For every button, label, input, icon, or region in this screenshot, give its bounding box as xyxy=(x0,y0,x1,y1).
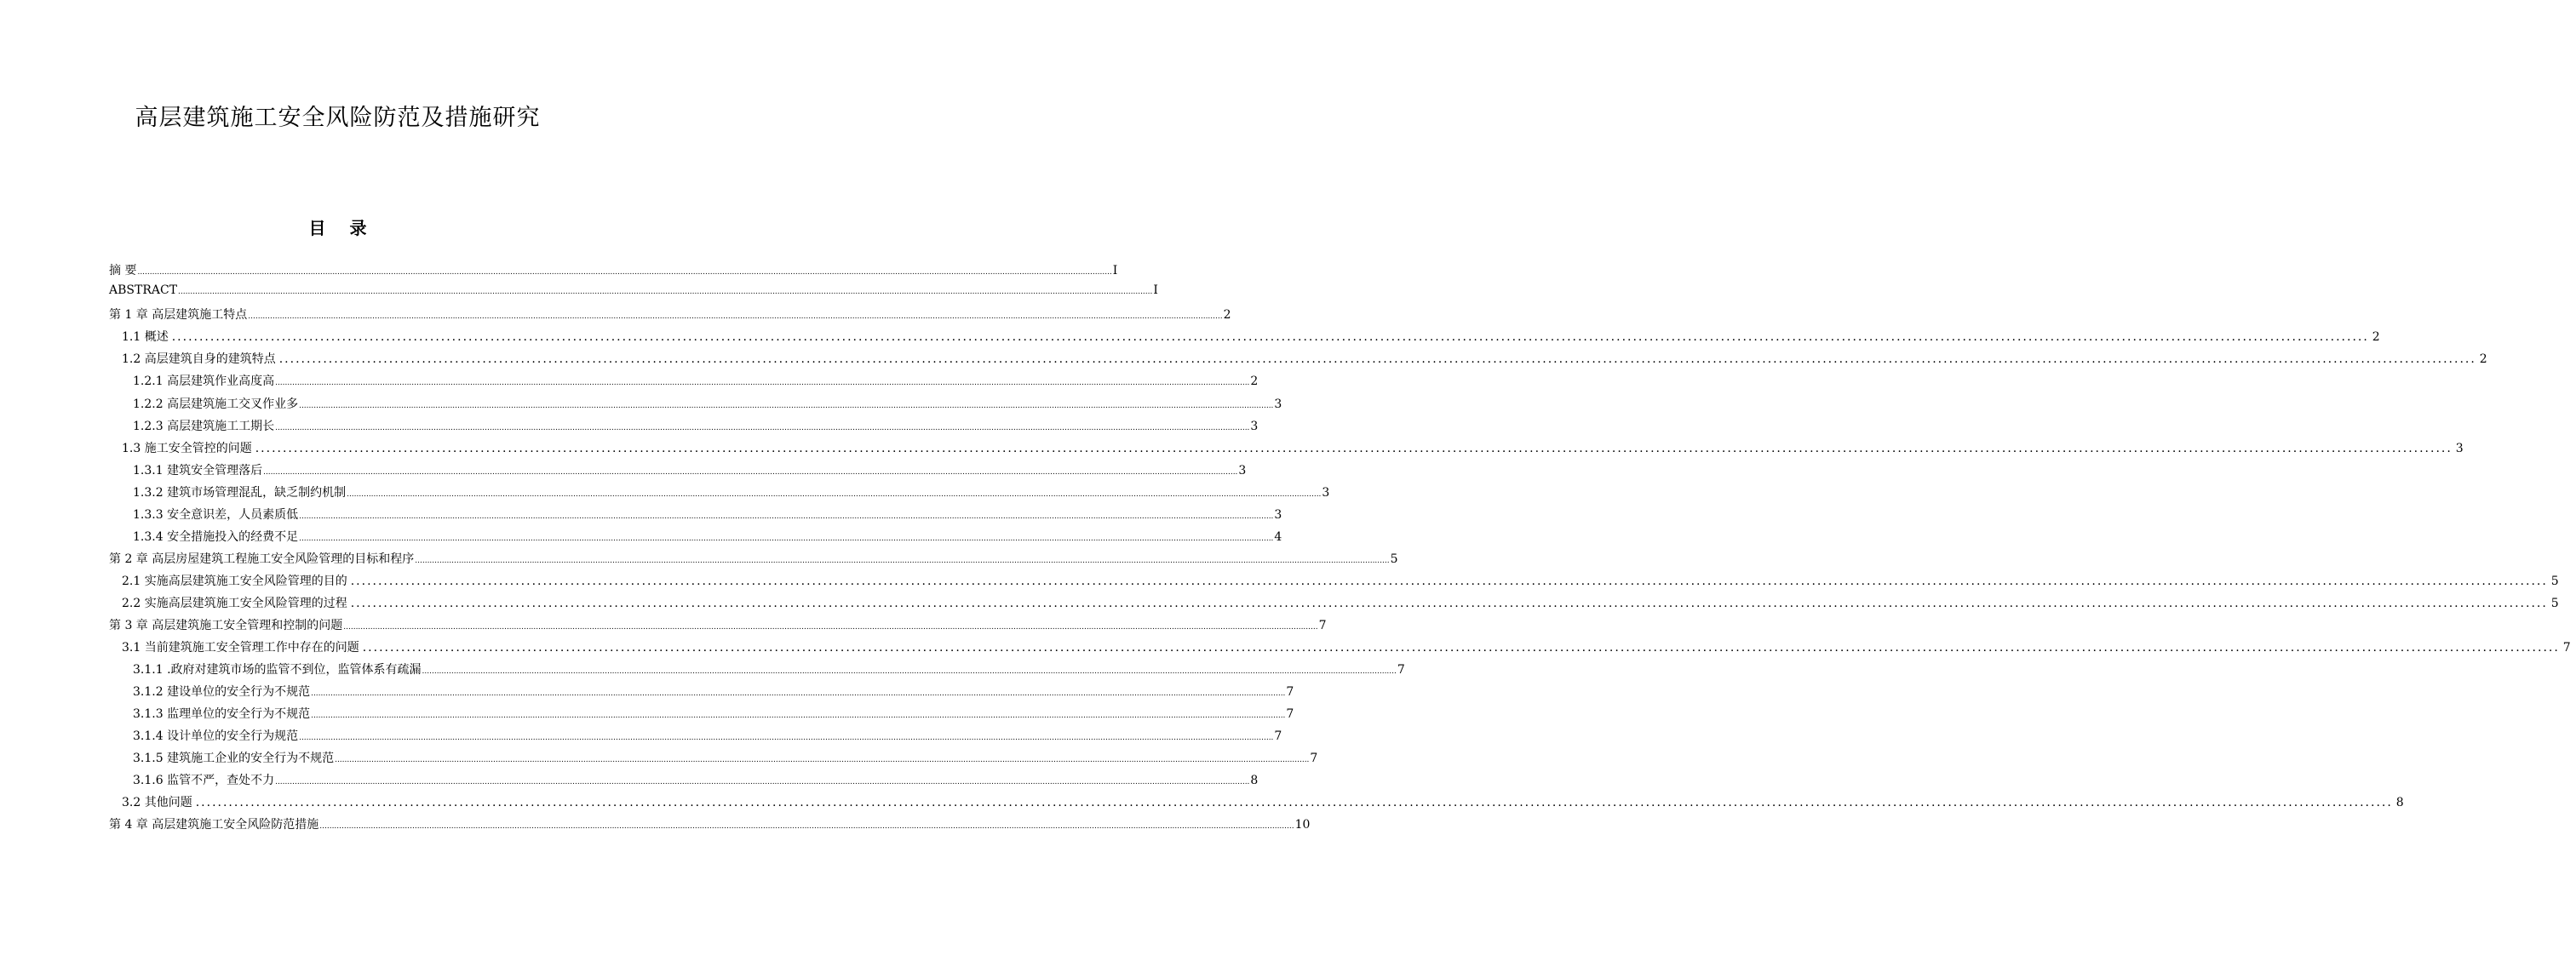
toc-leader-dots: ................................................................................................................................................................................................................................................................................................................................................................................................................ xyxy=(319,822,1294,831)
toc-entry[interactable] xyxy=(109,506,1282,523)
toc-entry-label: 3.1.5 建筑施工企业的安全行为不规范 xyxy=(133,752,335,765)
toc-leader-dots: ................................................................................................................................................................................................................................................................................................................................................................................................................ xyxy=(347,490,1322,499)
toc-leader-dots: ................................................................................................................................................................................................................................................................................................................................................................................................................ xyxy=(335,756,1310,764)
toc-entry[interactable] xyxy=(109,528,1282,545)
toc-leader-dots: ................................................................................................................................................................................................................................................................................................................................................................................................................ xyxy=(137,268,1112,277)
toc-entry-label: 1.3.4 安全措施投入的经费不足 xyxy=(133,530,299,544)
toc-entry-page-number: 8 xyxy=(1250,774,1259,787)
toc-entry[interactable] xyxy=(109,350,2487,367)
toc-entry[interactable] xyxy=(109,417,1259,434)
toc-entry-label: 1.3.3 安全意识差，人员素质低 xyxy=(133,508,299,522)
toc-leader-dots: ................................................................................................................................................................................................................................................................................................................................................................................................................ xyxy=(263,468,1238,477)
toc-entry[interactable] xyxy=(109,328,2380,345)
toc-entry-label: 3.2 其他问题 xyxy=(122,796,192,809)
toc-entry-page-number: 7 xyxy=(1318,619,1327,632)
toc-leader-dots: ................................................................................................................................................................................................................................................................................................................................................................................................................ xyxy=(299,512,1274,521)
toc-entry-label: 1.1 概述 xyxy=(122,330,169,344)
toc-entry-label: 1.2.3 高层建筑施工工期长 xyxy=(133,420,275,433)
document-title: 高层建筑施工安全风险防范及措施研究 xyxy=(135,105,541,131)
toc-entry[interactable] xyxy=(109,261,1118,278)
toc-entry[interactable] xyxy=(109,439,2464,456)
toc-entry-label: 1.2.1 高层建筑作业高度高 xyxy=(133,375,275,388)
toc-entry-label: 第 1 章 高层建筑施工特点 xyxy=(109,308,248,322)
toc-heading-char-2: 录 xyxy=(349,218,367,238)
toc-entry-page-number: 3 xyxy=(1274,397,1282,411)
toc-leader-dots: ................................................................................................................................................................................................................................................................................................................................................................................................................ xyxy=(178,288,1153,296)
toc-entry-label: 3.1.3 监理单位的安全行为不规范 xyxy=(133,707,311,721)
toc-leader-dots: ................................................................................................................................................................................................................................................................................................................................................................................................................ xyxy=(362,641,2560,655)
toc-entry-page-number: 7 xyxy=(1274,729,1282,743)
toc-entry[interactable] xyxy=(109,594,2559,611)
toc-leader-dots: ................................................................................................................................................................................................................................................................................................................................................................................................................ xyxy=(299,734,1274,742)
toc-entry-page-number: 3 xyxy=(1238,464,1247,478)
toc-entry-page-number: 8 xyxy=(2395,796,2404,809)
toc-leader-dots: ................................................................................................................................................................................................................................................................................................................................................................................................................ xyxy=(415,557,1390,565)
toc-entry-page-number: 2 xyxy=(1223,308,1231,322)
toc-entry[interactable] xyxy=(109,683,1294,700)
toc-heading xyxy=(0,214,675,239)
toc-entry-page-number: 2 xyxy=(1250,375,1259,388)
toc-entry-label: 1.3.2 建筑市场管理混乱，缺乏制约机制 xyxy=(133,486,347,500)
toc-entry-label: 3.1.6 监管不严，查处不力 xyxy=(133,774,275,787)
toc-leader-dots: ................................................................................................................................................................................................................................................................................................................................................................................................................ xyxy=(195,796,2393,809)
toc-entry-page-number: I xyxy=(1112,264,1118,277)
toc-entry-label: 3.1.4 设计单位的安全行为规范 xyxy=(133,729,299,743)
toc-entry-page-number: 7 xyxy=(1310,752,1318,765)
toc-entry[interactable] xyxy=(109,550,1398,567)
toc-leader-dots: ................................................................................................................................................................................................................................................................................................................................................................................................................ xyxy=(311,712,1286,720)
toc-entry-page-number: 4 xyxy=(1274,530,1282,544)
toc-entry-page-number: I xyxy=(1153,283,1158,297)
toc-heading-char-1: 目 xyxy=(308,218,326,238)
toc-entry[interactable] xyxy=(109,283,1158,297)
toc-leader-dots: ................................................................................................................................................................................................................................................................................................................................................................................................................ xyxy=(422,667,1397,676)
toc-entry-page-number: 5 xyxy=(1390,552,1398,566)
toc-entry-page-number: 3 xyxy=(2455,442,2464,455)
toc-leader-dots: ................................................................................................................................................................................................................................................................................................................................................................................................................ xyxy=(171,330,2369,344)
toc-leader-dots: ................................................................................................................................................................................................................................................................................................................................................................................................................ xyxy=(248,312,1223,321)
toc-entry-label: 1.3 施工安全管控的问题 xyxy=(122,442,252,455)
toc-entry[interactable] xyxy=(109,705,1294,722)
toc-entry-label: 3.1.2 建设单位的安全行为不规范 xyxy=(133,685,311,699)
toc-entry-label: 2.1 实施高层建筑施工安全风险管理的目的 xyxy=(122,575,347,588)
toc-entry-label: 第 4 章 高层建筑施工安全风险防范措施 xyxy=(109,818,319,832)
toc-entry[interactable] xyxy=(109,771,1259,788)
toc-leader-dots: ................................................................................................................................................................................................................................................................................................................................................................................................................ xyxy=(343,623,1318,632)
toc-leader-dots: ................................................................................................................................................................................................................................................................................................................................................................................................................ xyxy=(275,379,1250,387)
toc-entry[interactable] xyxy=(109,572,2559,589)
toc-entry-page-number: 2 xyxy=(2372,330,2380,344)
toc-entry[interactable] xyxy=(109,660,1405,678)
toc-entry-label: 摘 要 xyxy=(109,264,137,277)
toc-leader-dots: ................................................................................................................................................................................................................................................................................................................................................................................................................ xyxy=(299,535,1274,543)
toc-entry-label: 1.2 高层建筑自身的建筑特点 xyxy=(122,352,276,366)
toc-entry[interactable] xyxy=(109,638,2571,655)
toc-entry-page-number: 3 xyxy=(1250,420,1259,433)
toc-entry-label: 第 2 章 高层房屋建筑工程施工安全风险管理的目标和程序 xyxy=(109,552,415,566)
toc-leader-dots: ................................................................................................................................................................................................................................................................................................................................................................................................................ xyxy=(350,597,2548,610)
toc-entry[interactable] xyxy=(109,815,1311,832)
toc-entry-page-number: 7 xyxy=(1397,663,1405,677)
toc-entry[interactable] xyxy=(109,727,1282,744)
toc-entry-page-number: 5 xyxy=(2550,575,2559,588)
toc-entry[interactable] xyxy=(109,793,2404,810)
toc-entry-label: 第 3 章 高层建筑施工安全管理和控制的问题 xyxy=(109,619,343,632)
toc-entry[interactable] xyxy=(109,616,1327,633)
toc-entry[interactable] xyxy=(109,483,1330,500)
toc-entry[interactable] xyxy=(109,306,1231,323)
toc-leader-dots: ................................................................................................................................................................................................................................................................................................................................................................................................................ xyxy=(299,402,1274,410)
toc-entry-label: 1.3.1 建筑安全管理落后 xyxy=(133,464,263,478)
toc-entry-page-number: 7 xyxy=(1286,707,1294,721)
toc-leader-dots: ................................................................................................................................................................................................................................................................................................................................................................................................................ xyxy=(255,442,2453,455)
toc-leader-dots: ................................................................................................................................................................................................................................................................................................................................................................................................................ xyxy=(311,689,1286,698)
toc-entry-label: ABSTRACT xyxy=(109,283,178,297)
toc-leader-dots: ................................................................................................................................................................................................................................................................................................................................................................................................................ xyxy=(275,424,1250,432)
toc-entry-label: 3.1.1 .政府对建筑市场的监管不到位，监管体系有疏漏 xyxy=(133,663,422,677)
toc-entry[interactable] xyxy=(109,749,1318,766)
toc-entry-label: 2.2 实施高层建筑施工安全风险管理的过程 xyxy=(122,597,347,610)
toc-entry-page-number: 7 xyxy=(2562,641,2571,655)
toc-entry-page-number: 2 xyxy=(2479,352,2487,366)
toc-leader-dots: ................................................................................................................................................................................................................................................................................................................................................................................................................ xyxy=(350,575,2548,588)
toc-leader-dots: ................................................................................................................................................................................................................................................................................................................................................................................................................ xyxy=(275,778,1250,786)
toc-entry[interactable] xyxy=(109,461,1247,478)
toc-entry-page-number: 10 xyxy=(1294,818,1311,832)
toc-entry-page-number: 3 xyxy=(1274,508,1282,522)
toc-entry-page-number: 7 xyxy=(1286,685,1294,699)
toc-entry-page-number: 3 xyxy=(1322,486,1330,500)
toc-entry-label: 3.1 当前建筑施工安全管理工作中存在的问题 xyxy=(122,641,359,655)
toc-entry[interactable] xyxy=(109,372,1259,389)
toc-leader-dots: ................................................................................................................................................................................................................................................................................................................................................................................................................ xyxy=(278,352,2476,366)
toc-entry-page-number: 5 xyxy=(2550,597,2559,610)
toc-entry[interactable] xyxy=(109,395,1282,412)
toc-entry-label: 1.2.2 高层建筑施工交叉作业多 xyxy=(133,397,299,411)
